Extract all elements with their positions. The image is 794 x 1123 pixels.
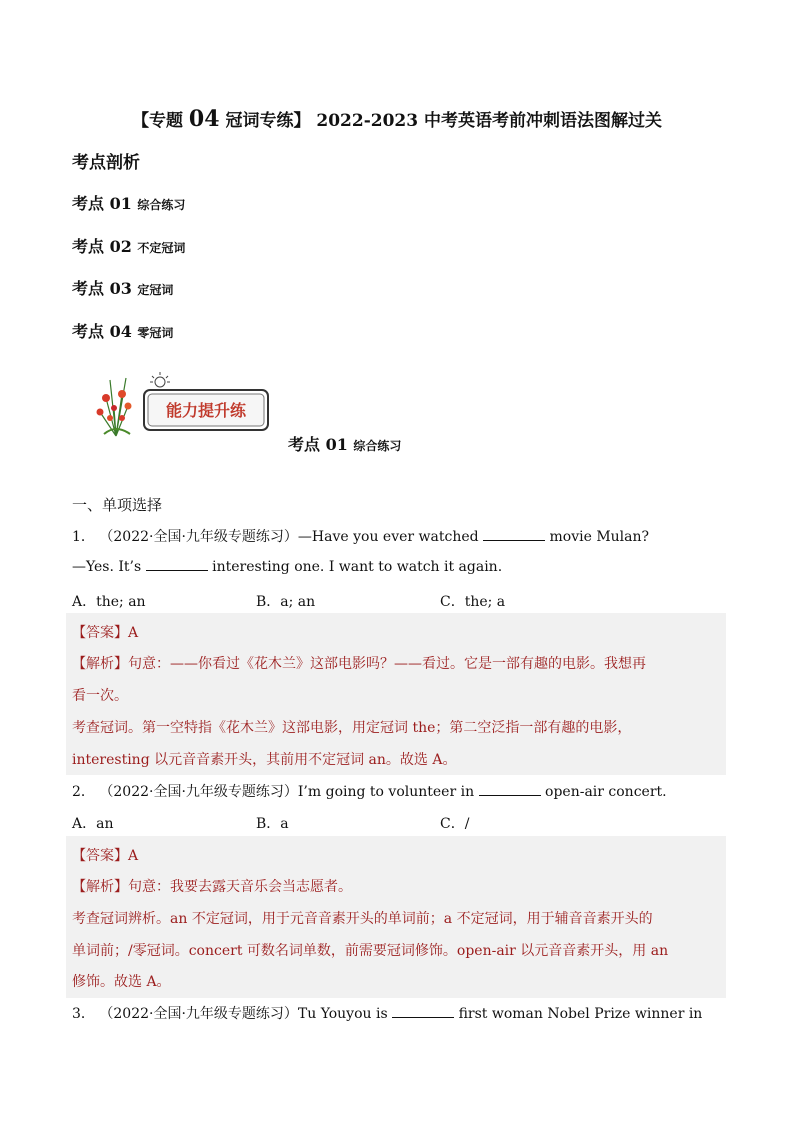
question-2-analysis-line1: 【解析】句意：我要去露天音乐会当志愿者。 — [72, 879, 352, 895]
answer-blank — [479, 783, 541, 796]
question-1-analysis-line3: 考查冠词。第一空特指《花木兰》这部电影，用定冠词 the；第二空泛指一部有趣的电影， — [72, 720, 632, 736]
question-1-stem-line2: —Yes. It’s interesting one. I want to watch it again. — [72, 559, 503, 575]
question-1-option-c: C．the; a — [440, 594, 506, 610]
question-1-analysis-line4: interesting 以元音音素开头，其前用不定冠词 an。故选 A。 — [72, 752, 457, 768]
question-2-analysis-line4: 修饰。故选 A。 — [72, 974, 171, 990]
question-2-analysis-line2: 考查冠词辨析。an 不定冠词，用于元音音素开头的单词前；a 不定冠词，用于辅音音素开头的 — [72, 911, 653, 927]
ability-practice-logo — [86, 368, 276, 440]
question-2-option-a: A．an — [72, 816, 114, 832]
section-heading-practice: 考点 01 综合练习 — [288, 435, 402, 454]
svg-text:能力提升练: 能力提升练 — [165, 401, 247, 420]
outline-item-04: 考点 04 零冠词 — [72, 322, 174, 341]
question-1-option-b: B．a; an — [256, 594, 316, 610]
question-type-heading: 一、单项选择 — [72, 496, 163, 514]
question-2-answer: 【答案】A — [72, 848, 139, 864]
outline-item-02: 考点 02 不定冠词 — [72, 237, 186, 256]
sun-icon — [150, 372, 170, 387]
answer-blank — [483, 528, 545, 541]
question-2-option-c: C．/ — [440, 816, 470, 832]
question-1-option-a: A．the; an — [72, 594, 146, 610]
question-2-option-b: B．a — [256, 816, 289, 832]
document-title: 【专题 04 冠词专练】 2022-2023 中考英语考前冲刺语法图解过关 — [132, 106, 662, 132]
flower-bouquet-icon — [97, 378, 132, 436]
answer-blank — [146, 558, 208, 571]
outline-item-03: 考点 03 定冠词 — [72, 279, 174, 298]
section-heading-analysis: 考点剖析 — [72, 153, 140, 173]
outline-item-01: 考点 01 综合练习 — [72, 194, 186, 213]
question-1-analysis-line2: 看一次。 — [72, 688, 128, 704]
question-1-analysis-line1: 【解析】句意：——你看过《花木兰》这部电影吗？——看过。它是一部有趣的电影。我想再 — [72, 656, 646, 672]
answer-blank — [392, 1005, 454, 1018]
question-1-stem: 1． （2022·全国·九年级专题练习）—Have you ever watched movie Mulan? — [72, 529, 650, 545]
question-1-answer: 【答案】A — [72, 625, 139, 641]
question-2-stem: 2． （2022·全国·九年级专题练习）I’m going to volunteer in open-air concert. — [72, 784, 667, 800]
question-3-stem: 3． （2022·全国·九年级专题练习）Tu Youyou is first woman Nobel Prize winner in — [72, 1006, 703, 1022]
question-2-analysis-line3: 单词前；/零冠词。concert 可数名词单数，前需要冠词修饰。open-air 以元音音素开头，用 an — [72, 943, 669, 959]
